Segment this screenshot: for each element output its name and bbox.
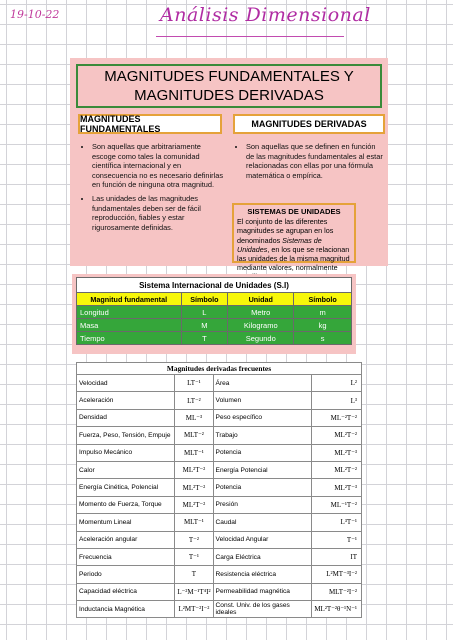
table-row bbox=[77, 409, 362, 426]
table-row bbox=[77, 375, 362, 392]
magnitude-cell: Caudal bbox=[213, 514, 312, 531]
magnitude-cell: Aceleración bbox=[77, 392, 175, 409]
magnitude-cell: Velocidad Angular bbox=[213, 531, 312, 548]
magnitude-cell: Fuerza, Peso, Tensión, Empuje bbox=[77, 427, 175, 444]
table-row bbox=[77, 566, 362, 583]
table-row: Masa M Kilogramo kg bbox=[77, 319, 352, 332]
dimension-cell: L³ bbox=[312, 392, 362, 409]
dimension-cell: LT⁻² bbox=[175, 392, 213, 409]
magnitude-cell: Frecuencia bbox=[77, 548, 175, 565]
si-header-cell: Unidad bbox=[228, 293, 294, 306]
dimension-cell: T⁻¹ bbox=[312, 531, 362, 548]
dimension-cell: L⁻²M⁻¹T⁴I² bbox=[175, 583, 213, 600]
derivadas-list bbox=[234, 142, 384, 184]
table-row bbox=[77, 427, 362, 444]
dimension-cell: IT bbox=[312, 548, 362, 565]
dimension-cell: T⁻² bbox=[175, 531, 213, 548]
magnitude-cell: Aceleración angular bbox=[77, 531, 175, 548]
derivadas-heading: MAGNITUDES DERIVADAS bbox=[233, 114, 385, 134]
dimension-cell: ML²T⁻² bbox=[175, 461, 213, 478]
table-row bbox=[77, 548, 362, 565]
dimension-cell: ML²T⁻³ bbox=[312, 444, 362, 461]
dimension-cell: ML⁻³ bbox=[175, 409, 213, 426]
magnitude-cell: Energía Potencial bbox=[213, 461, 312, 478]
dimension-cell: L²MT⁻²I⁻² bbox=[175, 601, 213, 618]
magnitude-cell: Inductancia Magnética bbox=[77, 601, 175, 618]
dimension-cell: ML²T⁻² bbox=[175, 479, 213, 496]
dimension-cell: L³T⁻¹ bbox=[312, 514, 362, 531]
table-row bbox=[77, 392, 362, 409]
handwritten-title: Análisis Dimensional bbox=[160, 4, 371, 26]
derived-magnitudes-table bbox=[76, 362, 362, 618]
date-note: 19-10-22 bbox=[10, 8, 60, 21]
card-title: MAGNITUDES FUNDAMENTALES Y MAGNITUDES DERIVADAS bbox=[76, 64, 382, 108]
magnitude-cell: Const. Univ. de los gases ideales bbox=[213, 601, 312, 618]
magnitude-cell: Momentum Lineal bbox=[77, 514, 175, 531]
list-item: • Son aquellas que se definen en función de las magnitudes fundamentales al estar relacionadas con ellas por una fórmula matemática o empírica. bbox=[246, 142, 384, 180]
dimension-cell: MLT⁻¹ bbox=[175, 514, 213, 531]
magnitude-cell: Área bbox=[213, 375, 312, 392]
magnitude-cell: Volumen bbox=[213, 392, 312, 409]
fundamentales-heading: MAGNITUDES FUNDAMENTALES bbox=[78, 114, 222, 134]
dimension-cell: LT⁻¹ bbox=[175, 375, 213, 392]
si-header-cell: Magnitud fundamental bbox=[77, 293, 182, 306]
derived-table-caption: Magnitudes derivadas frecuentes bbox=[77, 363, 362, 375]
dimension-cell: ML²T⁻²θ⁻¹N⁻¹ bbox=[312, 601, 362, 618]
dimension-cell: ML⁻²T⁻² bbox=[312, 409, 362, 426]
si-header-cell: Símbolo bbox=[181, 293, 228, 306]
list-item: • Las unidades de las magnitudes fundamentales deben ser de fácil reproducción, fiables y estar rigurosamente definidas. bbox=[92, 194, 226, 232]
dimension-cell: T bbox=[175, 566, 213, 583]
table-row bbox=[77, 531, 362, 548]
dimension-cell: ML⁻¹T⁻² bbox=[312, 496, 362, 513]
magnitude-cell: Potencia bbox=[213, 444, 312, 461]
sistemas-text: El conjunto de las diferentes magnitudes se agrupan en los denominados Sistemas de Unidades, en los que se relacionan las unidades de la misma magnitud mediante valores, normalmente bbox=[237, 217, 350, 273]
magnitude-cell: Carga Eléctrica bbox=[213, 548, 312, 565]
table-row: Longitud L Metro m bbox=[77, 306, 352, 319]
table-row bbox=[77, 514, 362, 531]
dimension-cell: ML²T⁻² bbox=[312, 427, 362, 444]
table-row: Tiempo T Segundo s bbox=[77, 332, 352, 345]
sistemas-heading: SISTEMAS DE UNIDADES bbox=[247, 207, 341, 216]
table-row bbox=[77, 583, 362, 600]
magnitude-cell: Densidad bbox=[77, 409, 175, 426]
magnitude-cell: Potencia bbox=[213, 479, 312, 496]
dimension-cell: MLT⁻¹ bbox=[175, 444, 213, 461]
magnitude-cell: Peso específico bbox=[213, 409, 312, 426]
sistemas-box bbox=[232, 203, 356, 273]
dimension-cell: ML²T⁻² bbox=[175, 496, 213, 513]
magnitude-cell: Resistencia eléctrica bbox=[213, 566, 312, 583]
magnitude-cell: Capacidad eléctrica bbox=[77, 583, 175, 600]
si-table-title: Sistema Internacional de Unidades (S.I) bbox=[77, 278, 352, 293]
si-table bbox=[76, 277, 352, 345]
dimension-cell: MLT⁻²I⁻² bbox=[312, 583, 362, 600]
list-item: • Son aquellas que arbitrariamente escoge como tales la comunidad científica internacional y en consecuencia no es necesario definirlas en función de ninguna otra magnitud. bbox=[92, 142, 226, 190]
dimension-cell: T⁻¹ bbox=[175, 548, 213, 565]
magnitude-cell: Momento de Fuerza, Torque bbox=[77, 496, 175, 513]
table-row bbox=[77, 461, 362, 478]
magnitude-cell: Energía Cinética, Polencial bbox=[77, 479, 175, 496]
magnitude-cell: Impulso Mecánico bbox=[77, 444, 175, 461]
dimension-cell: ML²T⁻³ bbox=[312, 479, 362, 496]
magnitude-cell: Presión bbox=[213, 496, 312, 513]
table-row bbox=[77, 496, 362, 513]
table-row bbox=[77, 444, 362, 461]
magnitude-cell: Permeabilidad magnética bbox=[213, 583, 312, 600]
title-underline bbox=[156, 36, 344, 37]
magnitude-cell: Periodo bbox=[77, 566, 175, 583]
magnitude-cell: Trabajo bbox=[213, 427, 312, 444]
table-row bbox=[77, 479, 362, 496]
dimension-cell: L² bbox=[312, 375, 362, 392]
dimension-cell: L²MT⁻³I⁻² bbox=[312, 566, 362, 583]
fundamentales-list bbox=[80, 142, 226, 236]
si-header-cell: Símbolo bbox=[294, 293, 352, 306]
table-row bbox=[77, 601, 362, 618]
dimension-cell: MLT⁻² bbox=[175, 427, 213, 444]
dimension-cell: ML²T⁻² bbox=[312, 461, 362, 478]
magnitude-cell: Calor bbox=[77, 461, 175, 478]
magnitude-cell: Velocidad bbox=[77, 375, 175, 392]
